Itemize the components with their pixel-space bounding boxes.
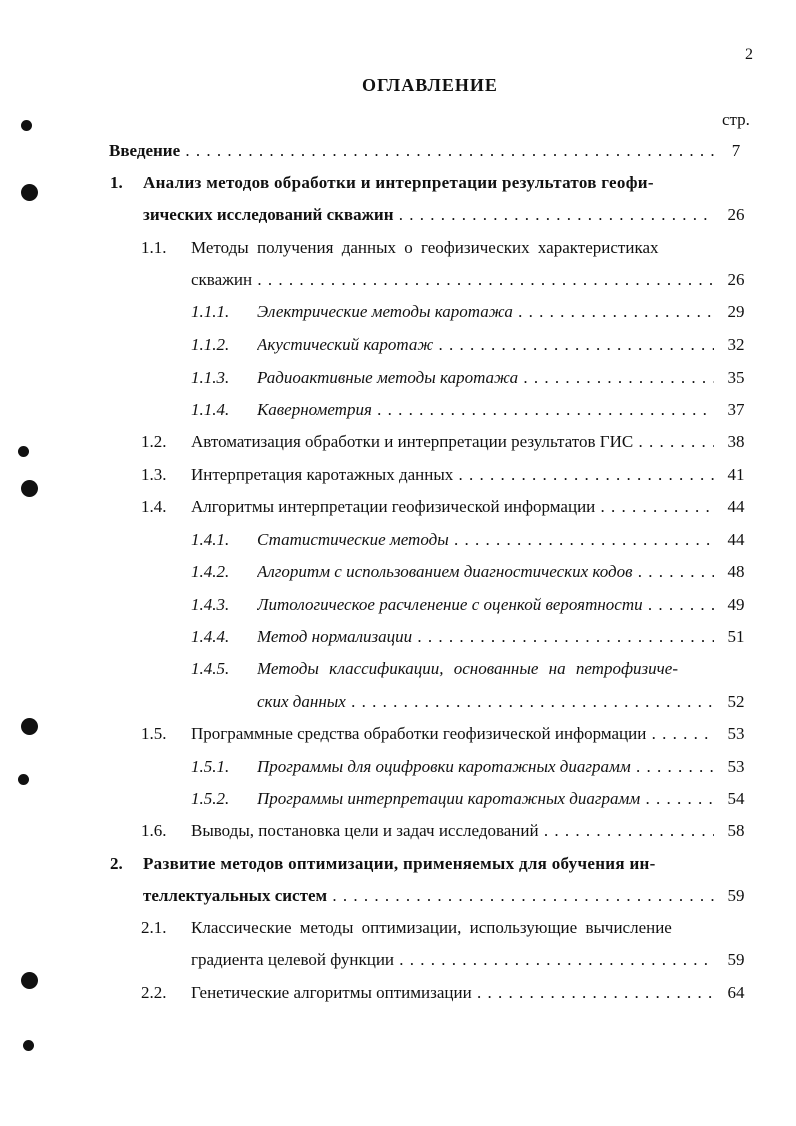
toc-entry-text: Кавернометрия . . . <box>257 398 714 422</box>
toc-entry-text: Введение . . . <box>109 139 714 163</box>
toc-entry-page: 44 <box>727 530 745 549</box>
toc-entry-page: 7 <box>731 141 741 160</box>
toc-entry-text: Алгоритмы интерпретации геофизической информации . . . <box>191 495 714 519</box>
binder-hole-icon <box>21 480 38 497</box>
toc-entry-number: 1.5.2. <box>191 789 230 808</box>
toc-entry-page: 26 <box>727 205 745 224</box>
toc-entry-page: 32 <box>727 335 745 354</box>
toc-entry-number: 2.1. <box>141 918 167 937</box>
toc-entry-page: 58 <box>727 821 745 840</box>
toc-entry-number: 1.5.1. <box>191 757 230 776</box>
toc-entry-number: 1.1.1. <box>191 302 230 321</box>
toc-entry-text: Акустический каротаж . . . <box>257 333 714 357</box>
toc-entry-number: 2.2. <box>141 983 167 1002</box>
toc-entry-page: 48 <box>727 562 745 581</box>
toc-title: ОГЛАВЛЕНИЕ <box>362 75 498 95</box>
toc-entry-number: 1.4.2. <box>191 562 230 581</box>
binder-hole-icon <box>18 774 29 785</box>
toc-entry-page: 53 <box>727 757 745 776</box>
toc-entry-text: Автоматизация обработки и интерпретации результатов ГИС . . . <box>191 430 714 454</box>
toc-entry-number: 1.4.4. <box>191 627 230 646</box>
toc-entry-page: 53 <box>727 724 745 743</box>
toc-entry-text: Классические методы оптимизации, использующие вычисление <box>191 918 672 937</box>
toc-entry-page: 41 <box>727 465 745 484</box>
toc-entry-page: 64 <box>727 983 745 1002</box>
toc-entry-number: 1.3. <box>141 465 167 484</box>
toc-entry-text: Программы интерпретации каротажных диаграмм . . . <box>257 787 714 811</box>
binder-hole-icon <box>21 718 38 735</box>
toc-entry-text: Программы для оцифровки каротажных диаграмм . . . <box>257 755 714 779</box>
toc-entry-text: Программные средства обработки геофизической информации . . . <box>191 722 714 746</box>
toc-entry-page: 26 <box>727 270 745 289</box>
toc-entry-page: 51 <box>727 627 745 646</box>
toc-entry-text: Методы классификации, основанные на петрофизиче- <box>257 659 678 678</box>
toc-entry-page: 59 <box>727 950 745 969</box>
toc-entry-number: 1. <box>110 173 123 192</box>
toc-entry-number: 1.6. <box>141 821 167 840</box>
toc-entry-page: 35 <box>727 368 745 387</box>
binder-hole-icon <box>18 446 29 457</box>
toc-entry-page: 52 <box>727 692 745 711</box>
toc-entry-page: 44 <box>727 497 745 516</box>
toc-entry-text: Алгоритм с использованием диагностических кодов . . . <box>257 560 714 584</box>
binder-hole-icon <box>21 972 38 989</box>
toc-entry-number: 1.4.1. <box>191 530 230 549</box>
toc-entry-text: зических исследований скважин . . . <box>143 203 714 227</box>
toc-entry-number: 1.4.5. <box>191 659 230 678</box>
page-column-label: стр. <box>722 110 750 129</box>
binder-hole-icon <box>21 184 38 201</box>
binder-hole-icon <box>21 120 32 131</box>
toc-entry-number: 1.5. <box>141 724 167 743</box>
toc-entry-number: 1.4.3. <box>191 595 230 614</box>
toc-entry-text: Анализ методов обработки и интерпретации результатов геофи- <box>143 173 654 192</box>
toc-entry-text: скважин . . . <box>191 268 714 292</box>
toc-entry-number: 1.1.2. <box>191 335 230 354</box>
toc-entry-number: 1.4. <box>141 497 167 516</box>
toc-entry-text: Статистические методы . . . <box>257 528 714 552</box>
toc-entry-text: градиента целевой функции . . . <box>191 948 714 972</box>
toc-entry-text: теллектуальных систем . . . <box>143 884 714 908</box>
toc-entry-text: Методы получения данных о геофизических характеристиках <box>191 238 659 257</box>
toc-entry-page: 37 <box>727 400 745 419</box>
toc-entry-text: ских данных . . . <box>257 690 714 714</box>
toc-entry-number: 1.1. <box>141 238 167 257</box>
toc-entry-text: Электрические методы каротажа . . . <box>257 300 714 324</box>
toc-entry-text: Развитие методов оптимизации, применяемых для обучения ин- <box>143 854 656 873</box>
toc-entry-number: 1.2. <box>141 432 167 451</box>
toc-entry-number: 1.1.3. <box>191 368 230 387</box>
page-number: 2 <box>745 46 753 63</box>
toc-entry-text: Выводы, постановка цели и задач исследований . . . <box>191 819 714 843</box>
toc-entry-page: 49 <box>727 595 745 614</box>
toc-entry-text: Радиоактивные методы каротажа . . . <box>257 366 714 390</box>
toc-entry-text: Метод нормализации . . . <box>257 625 714 649</box>
toc-entry-page: 38 <box>727 432 745 451</box>
toc-entry-page: 54 <box>727 789 745 808</box>
toc-entry-page: 29 <box>727 302 745 321</box>
toc-entry-number: 2. <box>110 854 123 873</box>
toc-entry-text: Литологическое расчленение с оценкой вероятности . . . <box>257 593 714 617</box>
toc-entry-text: Интерпретация каротажных данных . . . <box>191 463 714 487</box>
binder-hole-icon <box>23 1040 34 1051</box>
toc-entry-text: Генетические алгоритмы оптимизации . . . <box>191 981 714 1005</box>
toc-entry-page: 59 <box>727 886 745 905</box>
toc-entry-number: 1.1.4. <box>191 400 230 419</box>
